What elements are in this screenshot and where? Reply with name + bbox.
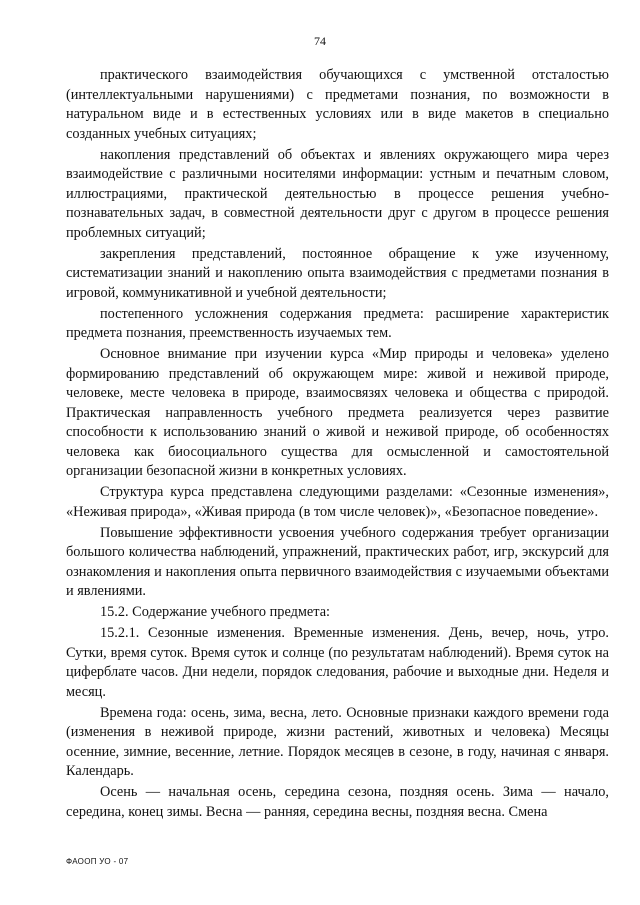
footer-code: ФАООП УО - 07 [66, 857, 129, 866]
paragraph: 15.2.1. Сезонные изменения. Временные изменения. День, вечер, ночь, утро. Сутки, время суток. Время суток и солнце (по результатам наблюдений). Время суток на циферблате часов. Дни недели, порядок следования, рабочие и выходные дни. Неделя и месяц. [66, 625, 609, 700]
paragraph: Времена года: осень, зима, весна, лето. Основные признаки каждого времени года (изменения в неживой природе, жизни растений, животных и человека) Месяцы осенние, зимние, весенние, летние. Порядок месяцев в сезоне, в году, начиная с января. Календарь. [66, 704, 609, 779]
section-heading: 15.2. Содержание учебного предмета: [100, 604, 331, 620]
paragraph: Структура курса представлена следующими разделами: «Сезонные изменения», «Неживая природа», «Живая природа (в том числе человек)», «Безопасное поведение». [66, 484, 609, 520]
body-text [66, 66, 609, 824]
page-number: 74 [314, 34, 326, 48]
paragraph: практического взаимодействия обучающихся с умственной отсталостью (интеллектуальными нарушениями) с предметами познания, по возможности в натуральном виде и в естественных условиях или в виде макетов в специально созданных учебных ситуациях; [66, 67, 609, 142]
paragraph: Осень — начальная осень, середина сезона, поздняя осень. Зима — начало, середина, конец зимы. Весна — ранняя, середина весны, поздняя весна. Смена [66, 784, 609, 820]
paragraph: накопления представлений об объектах и явлениях окружающего мира через взаимодействие с различными носителями информации: устным и печатным словом, иллюстрациями, практической деятельностью в процессе решения учебно-познавательных задач, в совместной деятельности друг с другом в процессе решения проблемных ситуаций; [66, 146, 609, 241]
paragraph: Повышение эффективности усвоения учебного содержания требует организации большого количества наблюдений, упражнений, практических работ, игр, экскурсий для ознакомления и накопления опыта первичного взаимодействия с изучаемыми объектами и явлениями. [66, 524, 609, 599]
paragraph: закрепления представлений, постоянное обращение к уже изученному, систематизации знаний и накоплению опыта взаимодействия с предметами познания в игровой, коммуникативной и учебной деятельности; [66, 245, 609, 301]
paragraph: Основное внимание при изучении курса «Мир природы и человека» уделено формированию представлений об окружающем мире: живой и неживой природе, человеке, месте человека в природе, взаимосвязях человека и общества с природой. Практическая направленность учебного предмета реализуется через развитие способности к использованию знаний о живой и неживой природе, об особенностях человека как биосоциального существа для осмысленной и самостоятельной организации безопасной жизни в конкретных условиях. [66, 346, 609, 479]
paragraph: постепенного усложнения содержания предмета: расширение характеристик предмета познания, преемственность изучаемых тем. [66, 305, 609, 341]
